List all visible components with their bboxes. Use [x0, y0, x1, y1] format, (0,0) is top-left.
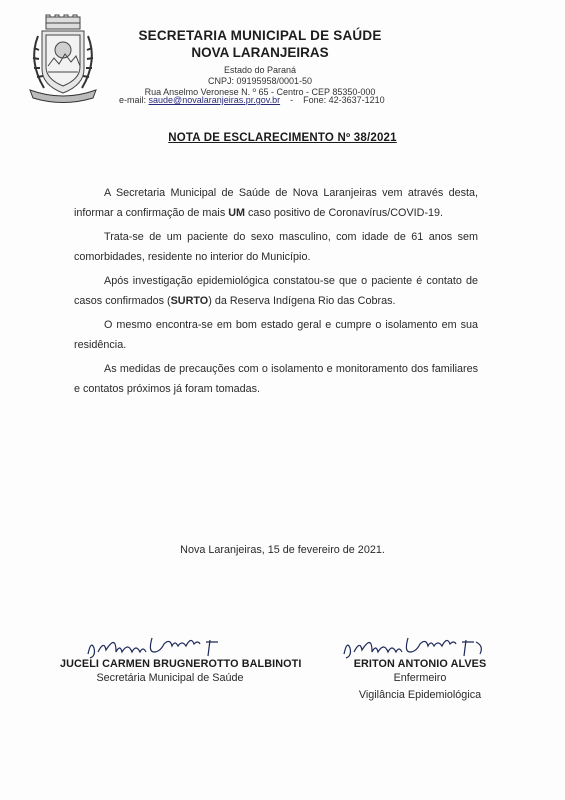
signature-block-nurse — [322, 628, 518, 704]
signer-role: Secretária Municipal de Saúde — [96, 672, 244, 684]
signature-block-secretary — [60, 628, 302, 687]
municipality-name: NOVA LARANJEIRAS — [191, 45, 329, 60]
cnpj: CNPJ: 09195958/0001-50 — [207, 76, 313, 86]
contact-line — [119, 95, 385, 106]
paragraph-text: A Secretaria Municipal de Saúde de Nova Laranjeiras vem através desta, informar a confirmação de mais — [74, 187, 478, 219]
paragraph — [74, 183, 478, 223]
paragraph: As medidas de precauções com o isolamento e monitoramento dos familiares e contatos próximos já foram tomadas. — [74, 363, 478, 395]
paragraph — [74, 271, 478, 311]
emphasis-text: UM — [228, 207, 246, 219]
letterhead — [110, 28, 410, 98]
email-label: e-mail: — [119, 95, 147, 105]
department-title: SECRETARIA MUNICIPAL DE SAÚDE — [138, 28, 382, 43]
phone: Fone: 42-3637-1210 — [303, 95, 385, 105]
coat-of-arms-icon — [22, 14, 104, 104]
state-name: Estado do Paraná — [223, 65, 297, 75]
note-body — [74, 183, 478, 403]
email-link[interactable]: saude@novalaranjeiras.pr.gov.br — [148, 95, 281, 105]
separator: - — [290, 95, 294, 105]
paragraph-text: ) da Reserva Indígena Rio das Cobras. — [208, 295, 396, 307]
signer-role: Enfermeiro — [393, 672, 447, 684]
paragraph-text: caso positivo de Coronavírus/COVID-19. — [245, 207, 444, 219]
paragraph: Trata-se de um paciente do sexo masculino, com idade de 61 anos sem comorbidades, residente no interior do Município. — [74, 231, 478, 263]
paragraph-text: Após investigação epidemiológica constatou-se que o paciente é contato de casos confirmados ( — [74, 275, 478, 307]
note-title: NOTA DE ESCLARECIMENTO Nº 38/2021 — [168, 132, 397, 144]
address: Rua Anselmo Veronese N. º 65 - Centro - CEP 85350-000 — [144, 87, 376, 97]
signer-department: Vigilância Epidemiológica — [358, 689, 482, 701]
paragraph: O mesmo encontra-se em bom estado geral e cumpre o isolamento em sua residência. — [74, 319, 478, 351]
signer-name: ERITON ANTONIO ALVES — [353, 658, 487, 670]
signer-name: JUCELI CARMEN BRUGNEROTTO BALBINOTI — [60, 658, 302, 670]
document-date: Nova Laranjeiras, 15 de fevereiro de 2021. — [180, 544, 385, 556]
emphasis-text: SURTO — [170, 295, 209, 307]
